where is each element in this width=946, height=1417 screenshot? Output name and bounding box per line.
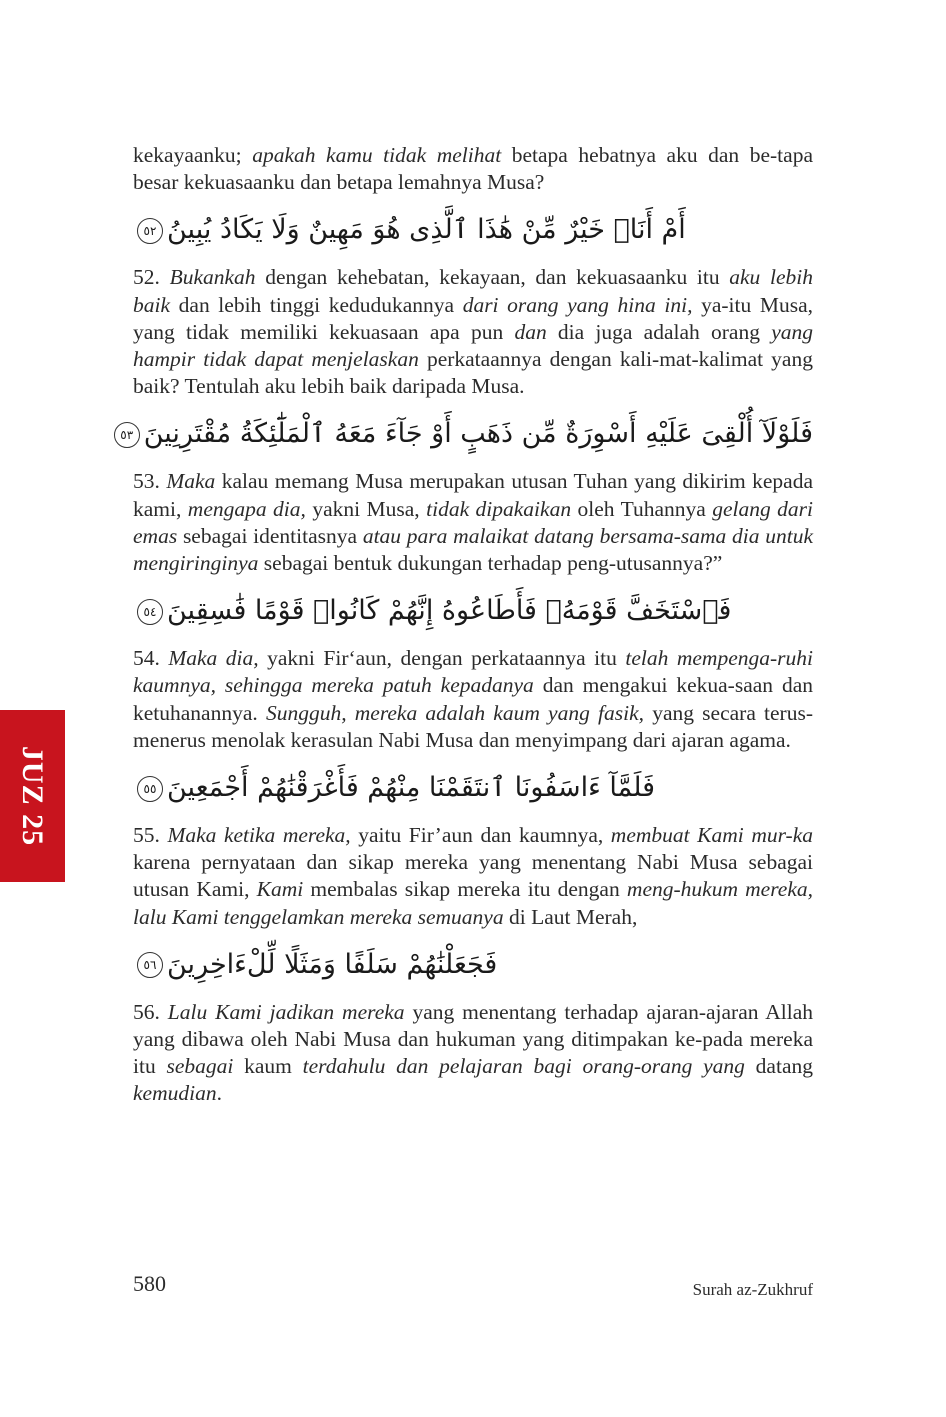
italic-text: meng-hukum mereka, lalu Kami tenggelamkan mereka semuanya: [133, 877, 813, 929]
ayah-number-icon: ٥٦: [137, 952, 163, 978]
text-run: di Laut Merah,: [503, 904, 638, 929]
text-run: yang menentang terhadap ajaran-ajaran Allah yang dibawa oleh Nabi Musa dan hukuman yang ditimpakan ke-pada mereka itu: [133, 999, 813, 1079]
ayah-number-icon: ٥٣: [114, 422, 140, 448]
text-run: kaum: [233, 1054, 303, 1079]
italic-text: kemudian: [133, 1081, 217, 1106]
arabic-verse: فَٱسْتَخَفَّ قَوْمَهُۥ فَأَطَاعُوهُ إِنَّهُمْ كَانُوا۟ قَوْمًا فَٰسِقِينَ٥٤: [133, 589, 813, 639]
text-run: 53.: [133, 469, 167, 494]
verse-translation: [133, 645, 813, 754]
arabic-verse: فَجَعَلْنَٰهُمْ سَلَفًا وَمَثَلًا لِّلْءَاخِرِينَ٥٦: [133, 943, 813, 993]
verse-52: [133, 208, 813, 400]
text-run: dan lebih tinggi kedudukannya: [170, 292, 463, 317]
verse-55: [133, 766, 813, 931]
italic-text: sebagai: [166, 1054, 234, 1079]
text-run: 55.: [133, 823, 168, 848]
page-content: [120, 142, 814, 1108]
juz-label: JUZ 25: [16, 745, 49, 847]
italic-text: Bukankah: [169, 265, 256, 290]
italic-text: yang hampir tidak dapat menjelaskan: [133, 319, 813, 372]
text-run: 56.: [133, 999, 168, 1024]
italic-text: Maka dia,: [168, 646, 259, 671]
italic-text: dari orang yang hina ini,: [462, 292, 693, 317]
verse-translation: [133, 264, 813, 400]
text-run: sebagai bentuk dukungan terhadap peng-utusannya?”: [258, 551, 723, 576]
text-run: datang: [744, 1054, 813, 1079]
italic-text: membuat Kami mur-ka: [610, 823, 813, 848]
italic-text: Kami: [256, 877, 304, 902]
verse-53: [120, 412, 814, 577]
text-run: yaitu Fir’aun dan kaumnya,: [350, 823, 611, 848]
text-run: yang secara terus-menerus menolak kerasulan Nabi Musa dan menyimpang dari ajaran agama.: [133, 700, 813, 752]
text-run: kalau memang Musa merupakan utusan Tuhan yang dikirim kepada kami,: [133, 469, 814, 521]
italic-text: dan: [514, 319, 547, 344]
text-run: kekayaanku;: [133, 143, 253, 167]
text-run: .: [216, 1081, 222, 1106]
text-run: dia juga adalah orang: [546, 319, 772, 344]
italic-text: tidak dipakaikan: [426, 496, 572, 521]
ayah-number-icon: ٥٢: [137, 218, 163, 244]
text-run: perkataannya dengan kali-mat-kalimat yang baik? Tentulah aku lebih baik daripada Musa.: [133, 347, 813, 399]
text-run: betapa hebatnya aku dan be-tapa besar kekuasaanku dan betapa lemahnya Musa?: [133, 143, 813, 195]
italic-text: Maka: [166, 469, 216, 494]
arabic-verse: فَلَوْلَآ أُلْقِىَ عَلَيْهِ أَسْوِرَةٌ مِّن ذَهَبٍ أَوْ جَآءَ مَعَهُ ٱلْمَلَٰٓئِكَةُ مُقْتَرِنِينَ٥٣: [133, 412, 813, 462]
text-run: yakni Fir‘aun, dengan perkataannya itu: [258, 646, 626, 671]
ayah-number-icon: ٥٤: [137, 599, 163, 625]
italic-text: gelang dari emas: [133, 496, 814, 548]
text-run: dengan kehebatan, kekayaan, dan kekuasaanku itu: [255, 265, 730, 290]
ayah-number-icon: ٥٥: [137, 776, 163, 802]
arabic-verse: فَلَمَّآ ءَاسَفُونَا ٱنتَقَمْنَا مِنْهُمْ فَأَغْرَقْنَٰهُمْ أَجْمَعِينَ٥٥: [133, 766, 813, 816]
italic-text: Maka ketika mereka,: [167, 823, 351, 848]
text-run: dan mengakui kekua-saan dan ketuhanannya.: [133, 673, 813, 725]
text-run: yakni Musa,: [305, 496, 427, 521]
italic-text: Sungguh, mereka adalah kaum yang fasik,: [265, 700, 645, 725]
text-run: membalas sikap mereka itu dengan: [303, 877, 627, 902]
continuation-text: [133, 142, 813, 196]
text-run: ya-itu Musa, yang tidak memiliki kekuasaan apa pun: [133, 292, 813, 344]
verse-translation: [133, 999, 813, 1108]
text-run: 54.: [133, 646, 169, 671]
text-run: karena pernyataan dan sikap mereka yang menentang Nabi Musa sebagai utusan Kami,: [133, 850, 813, 902]
italic-text: Lalu Kami jadikan mereka: [167, 999, 405, 1024]
verse-56: [133, 943, 813, 1108]
arabic-verse: أَمْ أَنَا۠ خَيْرٌ مِّنْ هَٰذَا ٱلَّذِى هُوَ مَهِينٌ وَلَا يَكَادُ يُبِينُ٥٢: [133, 208, 813, 258]
verse-translation: [133, 468, 813, 577]
text-run: sebagai identitasnya: [177, 523, 363, 548]
page-number: 580: [133, 1271, 166, 1296]
text-run: 52.: [133, 265, 170, 290]
surah-name: Surah az-Zukhruf: [692, 1280, 813, 1299]
italic-text: telah mempenga-ruhi kaumnya, sehingga mereka patuh kepadanya: [133, 646, 813, 698]
text-run: oleh Tuhannya: [571, 496, 713, 521]
verse-54: [133, 589, 813, 754]
italic-text: mengapa dia,: [187, 496, 306, 521]
italic-text: aku lebih baik: [133, 265, 813, 317]
italic-text: terdahulu dan pelajaran bagi orang-orang yang: [302, 1054, 745, 1079]
italic-text: atau para malaikat datang bersama-sama dia untuk mengiringinya: [133, 523, 813, 576]
verse-translation: [133, 822, 813, 931]
italic-text: apakah kamu tidak melihat: [252, 143, 502, 167]
